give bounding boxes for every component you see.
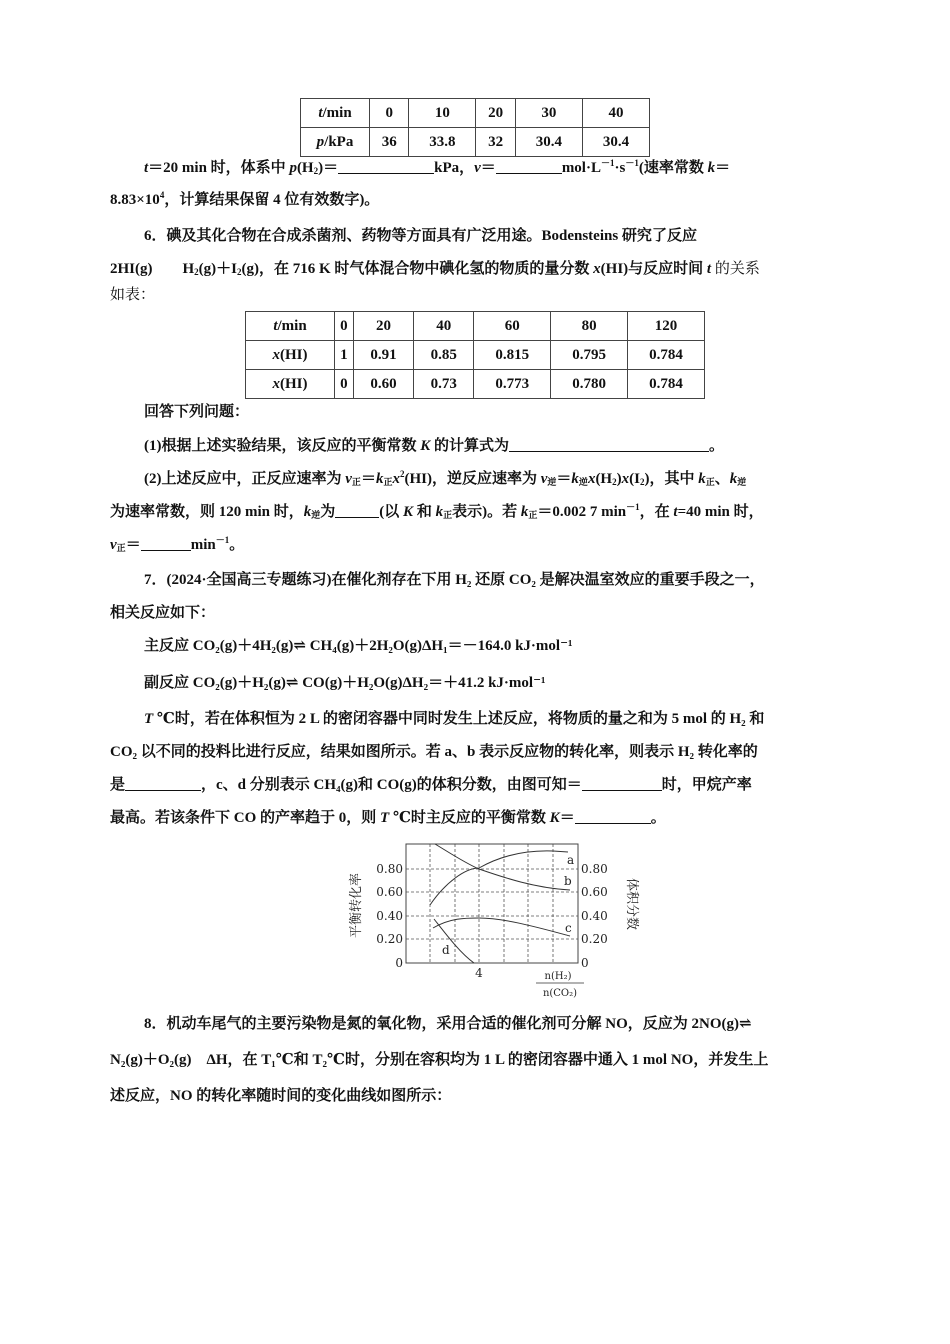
- text: ＝: [480, 160, 496, 176]
- q6-prompt: 回答下列问题：: [144, 404, 250, 420]
- table-cell: 0: [335, 370, 354, 399]
- text: ＝: [559, 810, 575, 826]
- table-cell: 0.91: [353, 341, 413, 370]
- table-cell: 32: [476, 128, 515, 157]
- table-cell: 40: [414, 312, 474, 341]
- table-row: [246, 341, 705, 370]
- answer-blank[interactable]: [335, 503, 379, 518]
- text: ＝20 min 时，体系中: [148, 160, 290, 176]
- text: ，计算结果保留 4 位有效数字)。: [164, 192, 380, 208]
- text: (H: [595, 471, 613, 487]
- table-cell: 120: [628, 312, 705, 341]
- y-tick: 0.60: [376, 885, 403, 899]
- text: 和: [416, 504, 436, 520]
- table-header-cell: x(HI): [246, 370, 335, 399]
- text: 。: [709, 438, 725, 454]
- axis-tick-labels: [376, 853, 607, 999]
- y-right-tick: 0.40: [581, 909, 608, 923]
- x-label-numerator: n(H₂): [544, 971, 572, 982]
- text: (速率常数: [638, 160, 708, 176]
- text: 的计算式为: [434, 438, 510, 454]
- text: =40 min 时，: [677, 504, 764, 520]
- y-right-tick: 0.20: [581, 932, 608, 946]
- text: (HI)与反应时间: [600, 261, 707, 277]
- text: (g)，在 716 K 时气体混合物中碘化氢的物质的量分数: [241, 261, 594, 277]
- curve-c: [433, 918, 570, 936]
- q7-main-reaction: 主反应 CO₂(g)＋4H₂(g)⇌ CH₄(g)＋2H₂O(g)ΔH₁＝－164.0 kJ·mol⁻¹: [144, 638, 573, 654]
- text: (2)上述反应中，正反应速率为: [144, 471, 346, 487]
- table-cell: 30.4: [582, 128, 649, 157]
- q7-para-line-2: CO₂ 以不同的投料比进行反应，结果如图所示。若 a、b 表示反应物的转化率，则表示 H₂ 转化率的: [110, 744, 758, 760]
- text: ℃时主反应的平衡常数: [392, 810, 550, 826]
- table-cell: 0.773: [474, 370, 551, 399]
- q7-line-2: 相关反应如下：: [110, 605, 216, 621]
- y-axis-label-right: 体积分数: [624, 878, 639, 931]
- table-cell: 0.60: [353, 370, 413, 399]
- q7-side-reaction: 副反应 CO₂(g)＋H₂(g)⇌ CO(g)＋H₂O(g)ΔH₂＝＋41.2 kJ·mol⁻¹: [144, 675, 546, 691]
- hi-fraction-table: [245, 311, 705, 399]
- text: 的关系: [714, 261, 760, 277]
- table-cell: 0: [335, 312, 354, 341]
- x-label-denominator: n(CO₂): [542, 988, 578, 999]
- text: H: [182, 261, 195, 277]
- text: ，c、d 分别表示 CH₄(g)和 CO(g)的体积分数，由图可知＝: [201, 777, 582, 793]
- text: mol·L: [561, 160, 601, 176]
- text: 4: [159, 190, 165, 200]
- conversion-chart: [340, 838, 640, 1003]
- q6-line-2: 2HI(g) $H_2(g)+I_2(g)$，在 716 K 时气体混合物中碘化氢的物质的量分数 x(HI)与反应时间 t 的关系: [110, 261, 760, 277]
- q6-part-2-line-3: $v_正= \min^{-1}$。: [110, 535, 245, 553]
- text: ＝0.002 7 min: [537, 504, 627, 520]
- answer-blank[interactable]: [141, 536, 191, 551]
- table-header-cell: t/min: [301, 99, 370, 128]
- text: min: [190, 537, 216, 553]
- text: (以: [379, 504, 404, 520]
- series-label-c: c: [565, 921, 572, 935]
- table-cell: 36: [370, 128, 409, 157]
- table-header-cell: p/kPa: [301, 128, 370, 157]
- table-cell: 30.4: [515, 128, 582, 157]
- text: 2HI(g): [110, 261, 153, 277]
- text: 。: [650, 810, 666, 826]
- q7-line-1: 7．(2024·全国高三专题练习)在催化剂存在下用 H₂ 还原 CO₂ 是解决温室效应的重要手段之一，: [144, 572, 765, 588]
- text: ): [616, 471, 622, 487]
- answer-blank[interactable]: [125, 776, 201, 791]
- answer-blank[interactable]: [575, 809, 651, 824]
- text: (H: [296, 160, 314, 176]
- answer-blank[interactable]: [582, 776, 662, 791]
- y-axis-label-left: 平衡转化率: [349, 872, 364, 938]
- y-right-tick: 0.80: [581, 862, 608, 876]
- series-label-a: a: [567, 853, 575, 867]
- table-cell: 10: [409, 99, 476, 128]
- text: 。: [229, 537, 245, 553]
- y-tick: 0.80: [376, 862, 403, 876]
- text: (I: [629, 471, 640, 487]
- text: 8.83×10: [110, 192, 160, 208]
- q5-line-2: [110, 190, 842, 210]
- curve-d: [434, 919, 474, 963]
- q8-line-2: N₂(g)＋O₂(g) ΔH，在 T₁℃和 T₂℃时，分别在容积均为 1 L 的密闭容器中通入 1 mol NO，并发生上: [110, 1052, 769, 1068]
- table-cell: 0.73: [414, 370, 474, 399]
- y-tick: 0.20: [376, 932, 403, 946]
- table-cell: 80: [551, 312, 628, 341]
- q6-part-2-line-1: (2)上述反应中，正反应速率为 $v_正=k_正x^2(HI)$，逆反应速率为 $v_逆=k_逆x(H_2)x(I_2)$，其中 $k_正$、$k_逆$: [144, 469, 747, 487]
- q6-part-1: (1)根据上述实验结果，该反应的平衡常数 K 的计算式为 。: [144, 438, 725, 454]
- x-tick: 4: [475, 966, 483, 980]
- q6-line-1: 6．碘及其化合物在合成杀菌剂、药物等方面具有广泛用途。Bodensteins 研究了反应: [144, 228, 697, 244]
- table-cell: 0.815: [474, 341, 551, 370]
- text: ℃时，若在体积恒为 2 L 的密闭容器中同时发生上述反应，将物质的量之和为 5 mol 的 H₂ 和: [156, 711, 765, 727]
- text: ＝: [715, 160, 731, 176]
- y-right-tick: 0.60: [581, 885, 608, 899]
- table-row: [301, 99, 650, 128]
- table-cell: 20: [476, 99, 515, 128]
- answer-blank[interactable]: [509, 437, 709, 452]
- text: (HI)，逆反应速率为: [404, 471, 541, 487]
- series-label-d: d: [442, 943, 450, 957]
- table-cell: 40: [582, 99, 649, 128]
- answer-blank[interactable]: [338, 159, 434, 174]
- table-header-cell: t/min: [246, 312, 335, 341]
- table-cell: 0: [370, 99, 409, 128]
- text: (g)＋I: [198, 261, 237, 277]
- table-row: [246, 370, 705, 399]
- q8-line-3: 述反应，NO 的转化率随时间的变化曲线如图所示：: [110, 1088, 452, 1104]
- text: 最高。若该条件下 CO 的产率趋于 0，则: [110, 810, 381, 826]
- table-cell: 33.8: [409, 128, 476, 157]
- text: )，其中: [644, 471, 699, 487]
- text: 是: [110, 777, 126, 793]
- table-cell: 1: [335, 341, 354, 370]
- answer-blank[interactable]: [496, 159, 562, 174]
- text: (1)根据上述实验结果，该反应的平衡常数: [144, 438, 421, 454]
- text: 为: [320, 504, 336, 520]
- q7-para-line-4: 最高。若该条件下 CO 的产率趋于 0，则 T ℃时主反应的平衡常数 K＝ 。: [110, 810, 666, 826]
- text: ·s: [614, 160, 626, 176]
- text: kPa，: [434, 160, 475, 176]
- y-right-tick: 0: [581, 956, 589, 970]
- table-cell: 0.85: [414, 341, 474, 370]
- q6-part-2-line-2: 为速率常数，则 120 min 时，$k_逆$为 (以 K 和 $k_正$表示)。若 $k_正=0.002$ 7 $\min^{-1}$，在 t=40 min 时，: [110, 502, 764, 520]
- text: 表示)。若: [452, 504, 521, 520]
- table-row: [246, 312, 705, 341]
- table-cell: 0.795: [551, 341, 628, 370]
- q7-para-line-3: [110, 775, 842, 795]
- y-tick: 0: [395, 956, 403, 970]
- table-cell: 0.780: [551, 370, 628, 399]
- series-label-b: b: [564, 874, 572, 888]
- y-tick: 0.40: [376, 909, 403, 923]
- table-cell: 0.784: [628, 370, 705, 399]
- table-row: [301, 128, 650, 157]
- text: )＝: [318, 160, 339, 176]
- table-cell: 20: [353, 312, 413, 341]
- text: 时，甲烷产率: [661, 777, 752, 793]
- q5-line-1: t＝20 min 时，体系中 $p(H_2)=$ kPa，$v= mol\cdot L^{-1}\cdot s^{-1}$(速率常数 k＝: [144, 158, 731, 176]
- q7-para-line-1: T ℃时，若在体积恒为 2 L 的密闭容器中同时发生上述反应，将物质的量之和为 5 mol 的 H₂ 和: [144, 711, 765, 727]
- q6-line-3: 如表：: [110, 287, 156, 303]
- text: 为速率常数，则 120 min 时，: [110, 504, 304, 520]
- text: ，在: [639, 504, 674, 520]
- table-cell: 60: [474, 312, 551, 341]
- curve-a: [430, 851, 568, 905]
- table-header-cell: x(HI): [246, 341, 335, 370]
- table-cell: 0.784: [628, 341, 705, 370]
- chart-svg: [340, 838, 640, 1003]
- table-cell: 30: [515, 99, 582, 128]
- pressure-table: [300, 98, 650, 157]
- q8-line-1: 8．机动车尾气的主要污染物是氮的氧化物，采用合适的催化剂可分解 NO，反应为 2NO(g)⇌: [144, 1016, 752, 1032]
